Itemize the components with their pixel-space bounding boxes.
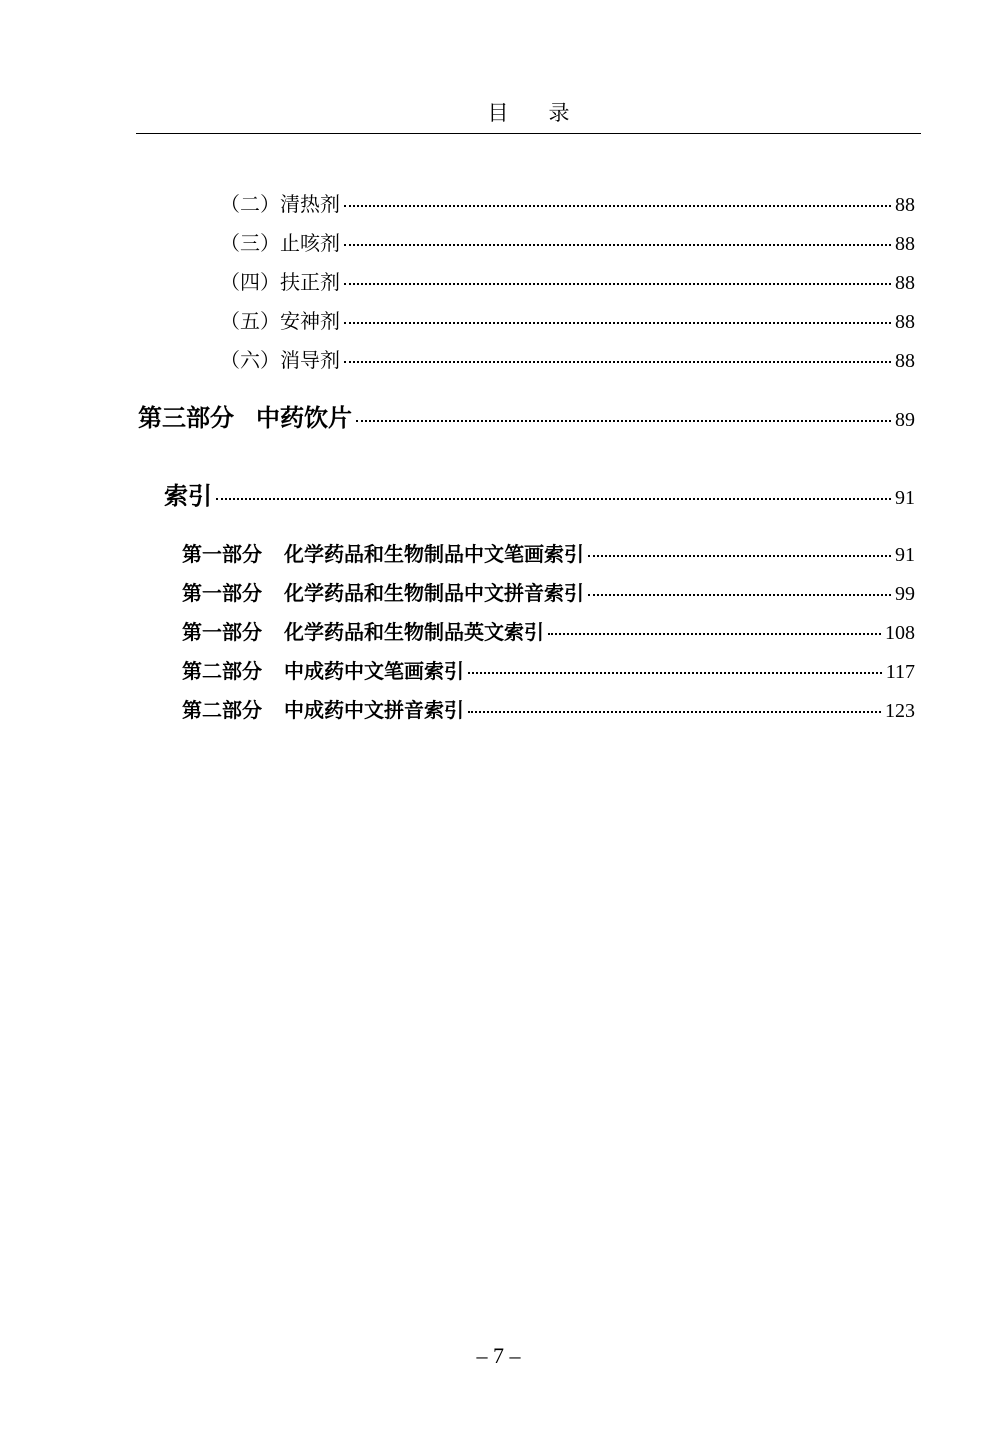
toc-index-label: 索引 bbox=[164, 482, 212, 510]
toc-index-sub-entry[interactable] bbox=[182, 694, 915, 723]
toc-entry-page: 91 bbox=[895, 487, 915, 509]
toc-leader-dots bbox=[468, 672, 882, 674]
toc-leader-dots bbox=[468, 711, 881, 713]
toc-leader-dots bbox=[216, 498, 891, 500]
toc-entry-page: 89 bbox=[895, 409, 915, 431]
toc-index-sub-entry[interactable] bbox=[182, 655, 915, 684]
toc-entry-label: （二）清热剂 bbox=[220, 192, 340, 216]
toc-entry-label bbox=[182, 694, 464, 723]
toc-part-number: 第一部分 bbox=[182, 542, 262, 566]
toc-entry[interactable] bbox=[220, 188, 915, 217]
toc-entry-title: 化学药品和生物制品英文索引 bbox=[284, 620, 544, 644]
toc-part-number: 第二部分 bbox=[182, 698, 262, 722]
toc-entry-label bbox=[182, 577, 584, 606]
toc-entry-page: 88 bbox=[895, 311, 915, 333]
toc-entry[interactable] bbox=[220, 305, 915, 334]
toc-entry-page: 108 bbox=[885, 622, 915, 644]
toc-entry[interactable] bbox=[220, 344, 915, 373]
toc-entry-label bbox=[182, 538, 584, 567]
toc-entry-title: 中成药中文笔画索引 bbox=[284, 659, 464, 683]
toc-leader-dots bbox=[356, 420, 891, 422]
toc-part-label bbox=[138, 398, 352, 433]
toc-entry-title: 化学药品和生物制品中文笔画索引 bbox=[284, 542, 584, 566]
toc-index-sub-entry[interactable] bbox=[182, 616, 915, 645]
toc-entry[interactable] bbox=[220, 266, 915, 295]
toc-leader-dots bbox=[344, 244, 891, 246]
toc-index-sub-entry[interactable] bbox=[182, 538, 915, 567]
toc-entry-label bbox=[182, 616, 544, 645]
toc-index-sub-entry[interactable] bbox=[182, 577, 915, 606]
toc-entry-page: 88 bbox=[895, 272, 915, 294]
toc-entry-page: 123 bbox=[885, 700, 915, 722]
toc-entry-page: 88 bbox=[895, 233, 915, 255]
toc-leader-dots bbox=[344, 361, 891, 363]
header-rule bbox=[136, 133, 921, 134]
toc-entry-label: （三）止咳剂 bbox=[220, 231, 340, 255]
toc-entry-title: 中成药中文拼音索引 bbox=[284, 698, 464, 722]
toc-entry-title: 化学药品和生物制品中文拼音索引 bbox=[284, 581, 584, 605]
toc-leader-dots bbox=[588, 594, 891, 596]
toc-part-number: 第三部分 bbox=[138, 404, 234, 432]
toc-entry-label bbox=[182, 655, 464, 684]
toc-entry-label: （四）扶正剂 bbox=[220, 270, 340, 294]
page-number: – 7 – bbox=[476, 1343, 521, 1368]
toc-part-number: 第一部分 bbox=[182, 620, 262, 644]
page-header-title: 目录 bbox=[487, 101, 610, 125]
toc-leader-dots bbox=[344, 205, 891, 207]
toc-entry-page: 91 bbox=[895, 544, 915, 566]
toc-entry-page: 117 bbox=[885, 661, 915, 683]
toc-entry-page: 99 bbox=[895, 583, 915, 605]
toc-entry-label: （六）消导剂 bbox=[220, 348, 340, 372]
toc-entry-label: （五）安神剂 bbox=[220, 309, 340, 333]
toc-entry-page: 88 bbox=[895, 194, 915, 216]
toc-entry-page: 88 bbox=[895, 350, 915, 372]
toc-part-number: 第一部分 bbox=[182, 581, 262, 605]
toc-leader-dots bbox=[588, 555, 891, 557]
toc-entry[interactable] bbox=[220, 227, 915, 256]
toc-leader-dots bbox=[548, 633, 881, 635]
toc-part-number: 第二部分 bbox=[182, 659, 262, 683]
toc-part-entry[interactable] bbox=[138, 398, 915, 433]
toc-leader-dots bbox=[344, 322, 891, 324]
toc-index-entry[interactable] bbox=[164, 476, 915, 511]
toc-part-title: 中药饮片 bbox=[256, 404, 352, 432]
toc-leader-dots bbox=[344, 283, 891, 285]
